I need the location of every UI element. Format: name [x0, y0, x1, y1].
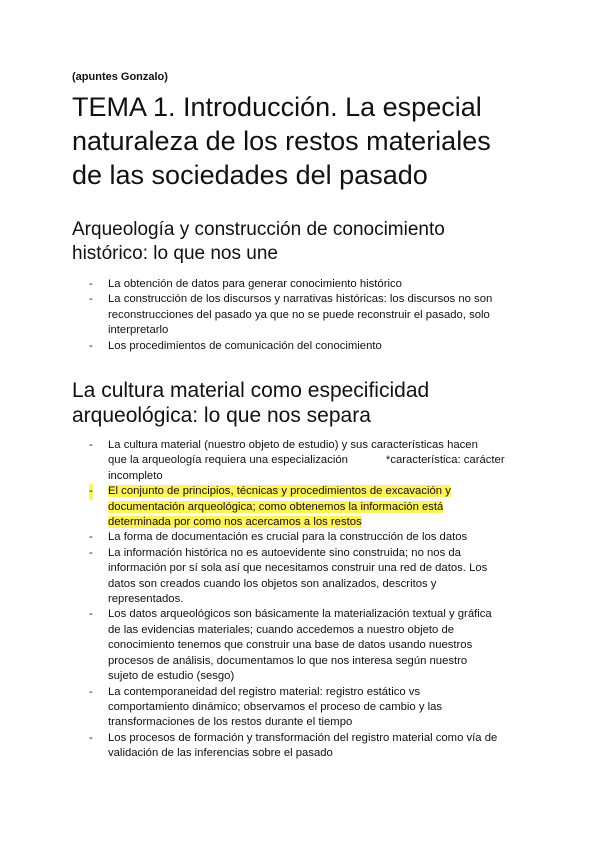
title-line: de las sociedades del pasado [72, 160, 428, 190]
title-line: TEMA 1. Introducción. La especial [72, 92, 482, 122]
list-item: - La cultura material (nuestro objeto de estudio) y sus características hacen que la arqueología requiera una especialización *característica: carácter incompleto [89, 439, 505, 482]
list-item: - Los procesos de formación y transformación del registro material como vía de validación de las inferencias sobre el pasado [89, 731, 498, 760]
list-item: - Los procedimientos de comunicación del conocimiento [89, 339, 382, 352]
margin-note: *característica: carácter [385, 454, 505, 467]
section-heading-2: La cultura material como especificidad arqueológica: lo que nos separa [72, 379, 430, 427]
list-item: - La forma de documentación es crucial para la construcción de los datos [89, 531, 468, 544]
highlighted-list-item: - El conjunto de principios, técnicas y procedimientos de excavación y documentación arqueológica; como obtenemos la información está determinada por como nos acercamos a los restos [89, 485, 451, 529]
list-item: - La obtención de datos para generar conocimiento histórico [89, 278, 402, 290]
author-note: (apuntes Gonzalo) [72, 71, 168, 83]
page-title [72, 90, 542, 192]
list-item: - La contemporaneidad del registro material: registro estático vs comportamiento dinámico; observamos el proceso de cambio y las transformaciones de los restos durante el tiempo [89, 685, 443, 729]
list-item: - La construcción de los discursos y narrativas históricas: los discursos no son reconstrucciones del pasado ya que no se puede reconstruir el pasado, solo interpretarlo [89, 293, 493, 337]
list-item: - La información histórica no es autoevidente sino construida; no nos da información por sí sola así que necesitamos construir una red de datos. Los datos son creados cuando los objetos son analizados, descritos y representados. [89, 546, 488, 606]
section-2-list [72, 438, 532, 762]
list-item: - Los datos arqueológicos son básicamente la materialización textual y gráfica de las evidencias materiales; cuando accedemos a nuestro objeto de conocimiento tenemos que construir una base de datos usando nuestros procesos de análisis, documentamos lo que nos interesa según nuestro sujeto de estudio (sesgo) [89, 608, 492, 683]
section-heading-1: Arqueología y construcción de conocimiento histórico: lo que nos une [72, 219, 445, 264]
title-line: naturaleza de los restos materiales [72, 126, 491, 156]
section-1-list [72, 277, 532, 354]
